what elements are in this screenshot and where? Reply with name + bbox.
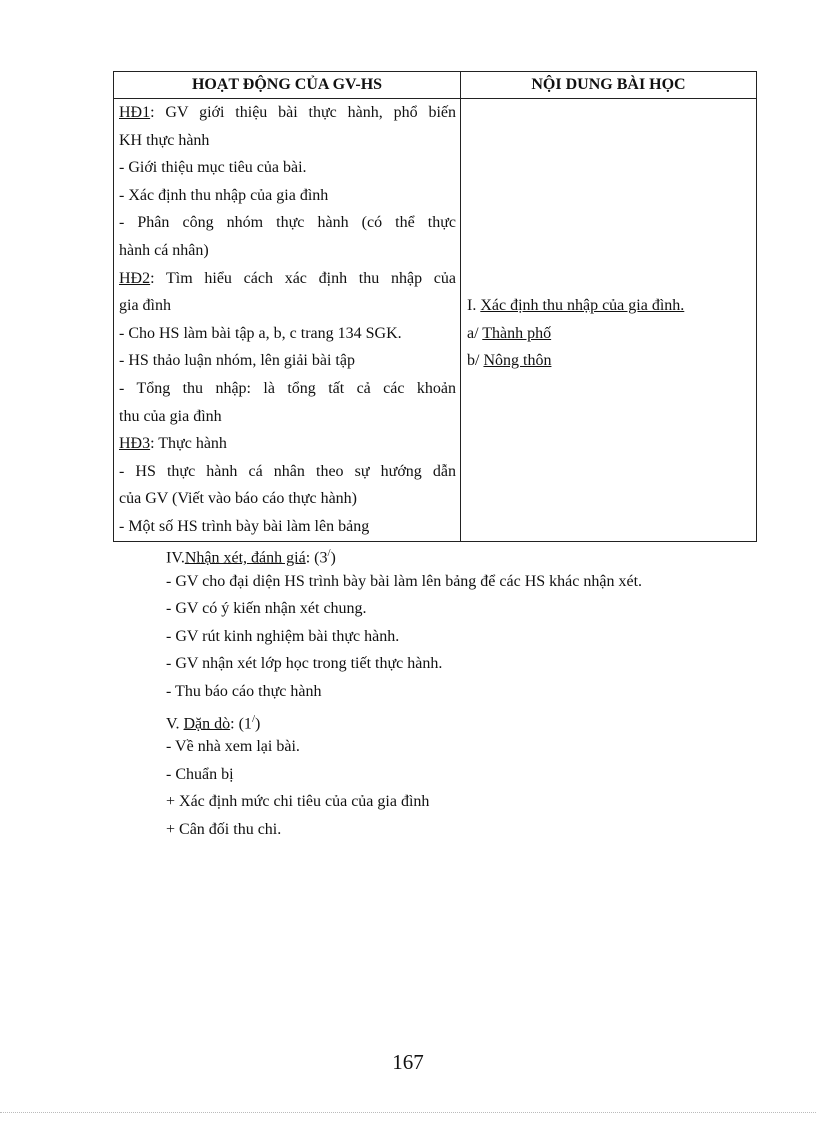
hd1-line-cont: KH thực hành: [119, 131, 210, 149]
content-prefix: b/: [467, 352, 484, 370]
activity-line: thu của gia đình: [119, 407, 222, 425]
hd2-line-cont: gia đình: [119, 297, 171, 315]
section-time: : (3: [305, 549, 328, 567]
activity-line: - Tổng thu nhập: là tổng tất cả các khoản: [119, 379, 456, 397]
hd2-label: HĐ2: [119, 269, 151, 287]
hd2-line: [114, 265, 460, 293]
page-bottom-divider: [0, 1112, 816, 1113]
activities-cell: [114, 99, 461, 542]
activity-line: - Phân công nhóm thực hành (có thể thực: [119, 214, 456, 232]
notes-section: [166, 540, 766, 844]
section-time-close: ): [330, 549, 336, 567]
note-line: - Thu báo cáo thực hành: [166, 682, 322, 700]
hd3-label: HĐ3: [119, 435, 151, 453]
activity-line: - HS thảo luận nhóm, lên giải bài tập: [119, 352, 355, 370]
activity-line: - Xác định thu nhập của gia đình: [119, 186, 329, 204]
note-line: + Cân đối thu chi.: [166, 820, 282, 838]
activity-line: hành cá nhân): [119, 241, 209, 259]
note-line: - GV rút kinh nghiệm bài thực hành.: [166, 627, 400, 645]
hd1-label: HĐ1: [119, 104, 151, 121]
content-line-city: [461, 320, 756, 348]
note-line: - GV nhận xét lớp học trong tiết thực hành.: [166, 655, 443, 673]
hd1-line: [114, 99, 460, 127]
minute-mark: /: [251, 712, 255, 725]
content-prefix: a/: [467, 324, 483, 342]
section-prefix: IV.: [166, 549, 185, 567]
section-time: : (1: [230, 714, 252, 732]
section-time-close: ): [255, 714, 261, 732]
hd3-text: : Thực hành: [150, 435, 227, 453]
section-title: Dặn dò: [183, 714, 231, 732]
content-line-section-1: [461, 292, 756, 320]
note-line: - Về nhà xem lại bài.: [166, 738, 300, 756]
note-line: + Xác định mức chi tiêu của của gia đình: [166, 793, 430, 811]
section-4-heading: [166, 540, 766, 568]
content-heading: Xác định thu nhập của gia đình.: [480, 297, 685, 314]
content-spacer: [461, 99, 756, 292]
activity-line: - Một số HS trình bày bài làm lên bảng: [119, 517, 370, 535]
content-cell: [461, 99, 757, 542]
content-line-rural: [461, 347, 756, 375]
note-line: - GV có ý kiến nhận xét chung.: [166, 600, 367, 618]
activity-line: - Cho HS làm bài tập a, b, c trang 134 SGK.: [119, 324, 402, 342]
hd3-line: [114, 430, 460, 458]
note-line: - GV cho đại diện HS trình bày bài làm lên bảng để các HS khác nhận xét.: [166, 572, 643, 590]
header-activities: HOẠT ĐỘNG CỦA GV-HS: [114, 72, 461, 99]
table-body-row: [114, 99, 757, 542]
header-content: NỘI DUNG BÀI HỌC: [461, 72, 757, 99]
lesson-table: [113, 71, 757, 542]
hd2-text: : Tìm hiểu cách xác định thu nhập của: [150, 269, 456, 287]
content-prefix: I.: [467, 297, 481, 314]
section-title: Nhận xét, đánh giá: [184, 549, 306, 567]
section-5-heading: [166, 706, 766, 734]
content-city: Thành phố: [482, 324, 552, 342]
page-number: 167: [392, 1050, 424, 1074]
table-header-row: [114, 72, 757, 99]
minute-mark: /: [327, 547, 331, 559]
activity-line: - HS thực hành cá nhân theo sự hướng dẫn: [119, 462, 456, 480]
section-prefix: V.: [166, 714, 184, 732]
activity-line: - Giới thiệu mục tiêu của bài.: [119, 159, 307, 177]
note-line: - Chuẩn bị: [166, 765, 234, 783]
activity-line: của GV (Viết vào báo cáo thực hành): [119, 490, 357, 508]
hd1-text: : GV giới thiệu bài thực hành, phổ biến: [150, 104, 456, 121]
content-rural: Nông thôn: [483, 352, 552, 370]
